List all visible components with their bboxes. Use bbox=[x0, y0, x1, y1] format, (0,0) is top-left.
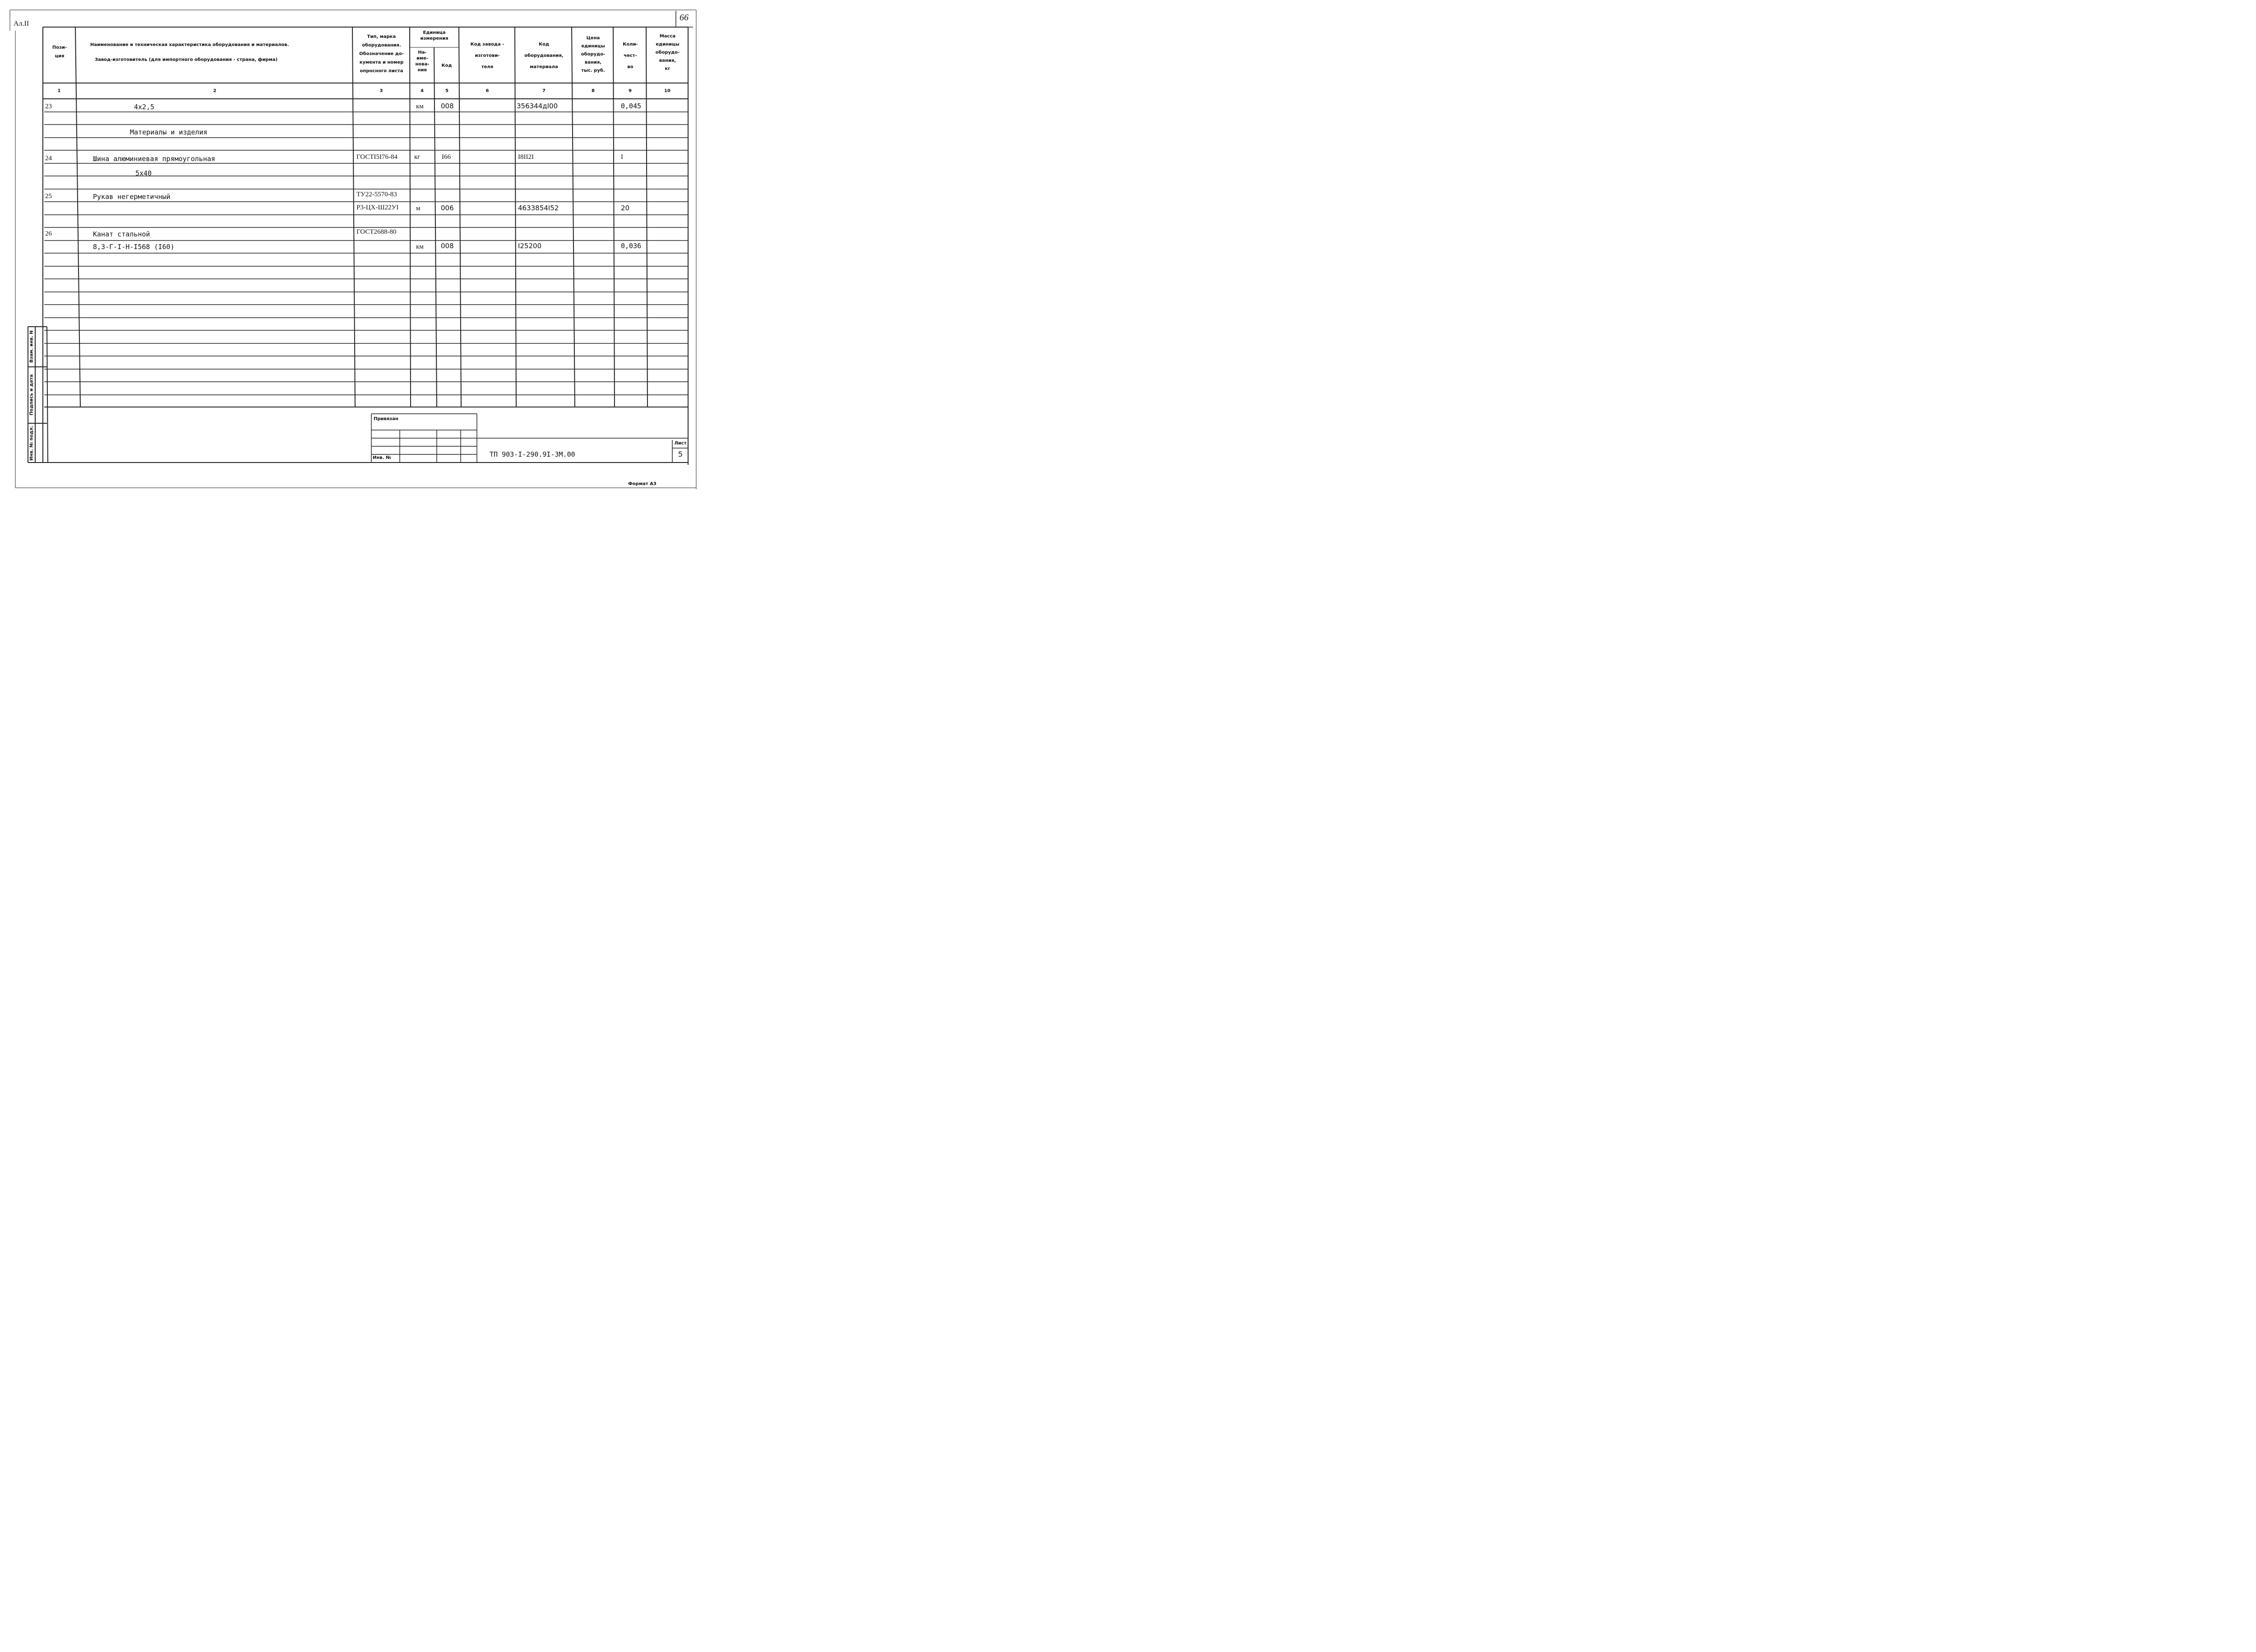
row-position: 24 bbox=[45, 155, 52, 162]
row-quantity: 0,036 bbox=[621, 242, 642, 250]
section-title: Материалы и изделия bbox=[130, 128, 208, 136]
row-unit-code: 008 bbox=[441, 242, 454, 250]
header-type: Тип, марка оборудования. Обозначение до- кумента и номер опросного листа bbox=[359, 34, 404, 74]
header-unit-code: Код bbox=[441, 63, 452, 68]
stamp-inv-original: Инв. № подл. bbox=[29, 426, 34, 461]
header-equipment-code: Код оборудования, материала bbox=[524, 42, 564, 69]
sheet-label: Лист bbox=[674, 441, 687, 446]
header-unit-group: Единица измерения bbox=[420, 30, 448, 41]
row-unit-code: 006 bbox=[441, 204, 454, 212]
row-name: Канат стальной bbox=[93, 230, 150, 238]
row-name: 8,3-Г-I-Н-I568 (I60) bbox=[93, 243, 175, 251]
row-unit: м bbox=[416, 205, 421, 212]
col-number: 1 bbox=[57, 88, 61, 93]
stamp-signature-date: Подпись и дата bbox=[29, 374, 34, 416]
row-quantity: 20 bbox=[621, 204, 630, 212]
row-type: ГОСТI5I76-84 bbox=[356, 153, 398, 161]
row-type: ГОСТ2688-80 bbox=[356, 228, 397, 236]
row-name: 4х2,5 bbox=[134, 103, 155, 111]
col-number: 8 bbox=[592, 88, 595, 93]
col-number: 2 bbox=[213, 88, 217, 93]
format-label: Формат А3 bbox=[628, 481, 656, 486]
header-name-line1: Наименование и техническая характеристика оборудования и материалов. bbox=[90, 42, 289, 47]
stamp-inv-label: Инв. № bbox=[373, 455, 391, 460]
col-number: 6 bbox=[485, 88, 489, 93]
row-position: 23 bbox=[45, 103, 52, 110]
row-equipment-code: I8II2I bbox=[518, 153, 534, 161]
row-name: 5х40 bbox=[135, 169, 152, 177]
row-equipment-code: 356344дI00 bbox=[517, 102, 558, 110]
col-number: 9 bbox=[629, 88, 632, 93]
row-equipment-code: I25200 bbox=[518, 242, 542, 250]
col-number: 4 bbox=[421, 88, 424, 93]
stamp-bound-label: Привязан bbox=[374, 416, 398, 421]
header-quantity: Коли- чест- во bbox=[623, 42, 638, 69]
row-unit-code: 008 bbox=[441, 102, 454, 110]
row-position: 25 bbox=[45, 193, 52, 200]
row-unit: км bbox=[416, 243, 424, 250]
row-unit-code: I66 bbox=[442, 153, 451, 161]
row-type: ТУ22-5570-83 bbox=[356, 191, 397, 198]
row-quantity: 0,045 bbox=[621, 102, 642, 110]
stamp-replaced-inv: Взам. инв. N bbox=[29, 330, 34, 363]
sheet-mark: 66 bbox=[680, 13, 689, 23]
header-price: Цена единицы оборудо- вания, тыс. руб. bbox=[581, 36, 606, 73]
col-number: 7 bbox=[542, 88, 546, 93]
header-factory-code: Код завода - изготови- теля bbox=[470, 42, 504, 69]
col-number: 10 bbox=[664, 88, 670, 93]
row-unit: км bbox=[416, 103, 424, 110]
row-quantity: I bbox=[621, 153, 623, 161]
sheet-number: 5 bbox=[678, 450, 683, 458]
row-unit: кг bbox=[414, 153, 421, 161]
row-name: Шина алюминиевая прямоугольная bbox=[93, 155, 215, 163]
col-number: 5 bbox=[445, 88, 448, 93]
document-code: ТП 903-I-290.9I-3М.00 bbox=[490, 450, 575, 458]
row-type: Р3-ЦХ-Ш22УI bbox=[356, 204, 399, 211]
corner-label: Ал.II bbox=[14, 20, 29, 28]
row-position: 26 bbox=[45, 230, 52, 237]
header-position: Пози- ция bbox=[52, 45, 67, 59]
row-name: Рукав негерметичный bbox=[93, 193, 171, 201]
row-equipment-code: 4633854I52 bbox=[518, 204, 559, 212]
header-unit-name: На- име- нова- ние bbox=[415, 50, 430, 73]
header-mass: Масса единицы оборудо- вания, кг bbox=[655, 34, 680, 71]
header-name-line2: Завод-изготовитель (для импортного оборудования - страна, фирма) bbox=[95, 57, 278, 62]
col-number: 3 bbox=[379, 88, 383, 93]
